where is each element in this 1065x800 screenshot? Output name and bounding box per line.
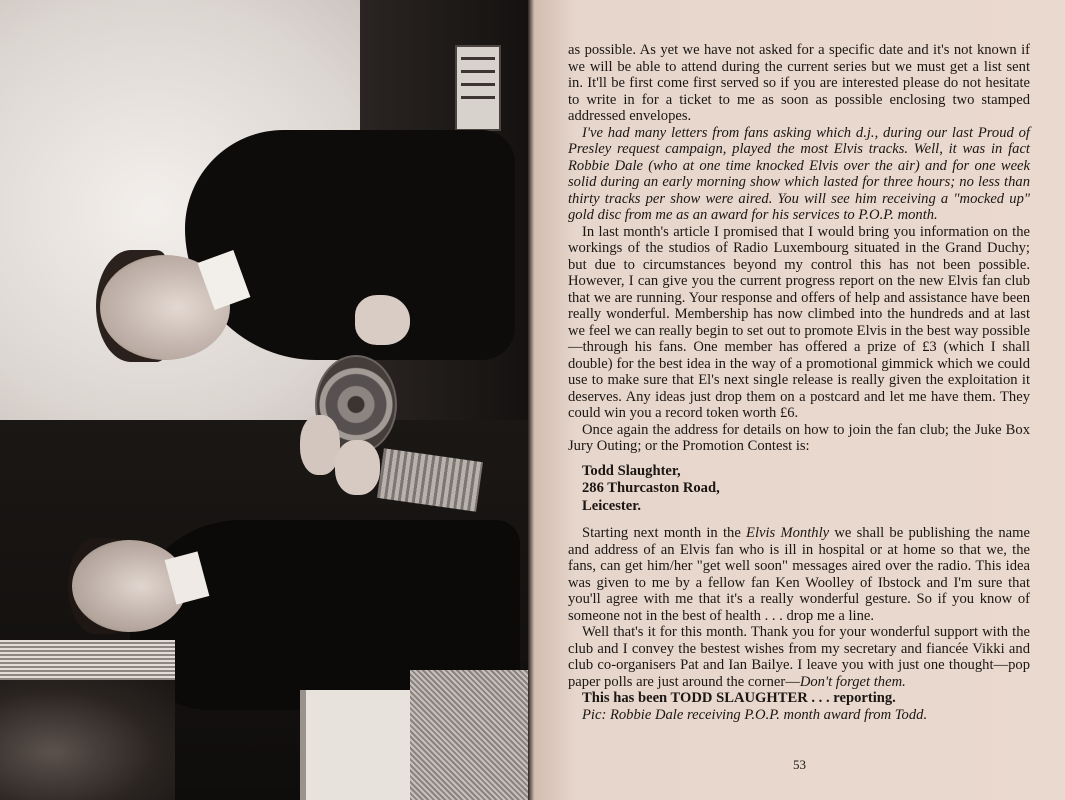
address-block	[582, 463, 1030, 516]
publication-title: Elvis Monthly	[746, 525, 830, 541]
face-todd-slaughter	[72, 540, 187, 632]
window	[0, 640, 175, 800]
address-line-2: 286 Thurcaston Road,	[582, 480, 720, 496]
paragraph-3: In last month's article I promised that I would bring you information on the workings of the studios of Radio Luxembourg situated in the Grand Duchy; but due to circumstances beyond my control this has not been possible. However, I can give you the current progress report on the new Elvis fan club that we are running. Your response and offers of help and assistance have been really wonderful. Membership has now climbed into the hundreds and at last we feel we can really begin to set out to promote Elvis in the best way possible—through his fans. One member has offered a prize of £3 (which I shall double) for the best idea in the way of a promotional gimmick which we could use to make sure that El's next single release is really given the exploitation it deserves. Any ideas just drop them on a postcard and let me have them. They could win you a record token worth £6.	[568, 223, 1030, 421]
speaker-grille	[410, 670, 530, 800]
text-page	[534, 0, 1065, 800]
suit-robbie-dale	[185, 130, 515, 360]
wall-sign	[455, 45, 501, 131]
sign-off: This has been TODD SLAUGHTER . . . reporting.	[582, 690, 896, 706]
record-box	[300, 690, 416, 800]
article-column	[568, 42, 1030, 723]
photograph-dj-receiving-disc	[0, 0, 530, 800]
paragraph-6: Well that's it for this month. Thank you for your wonderful support with the club and I convey the bestest wishes from my secretary and fiancée Vikki and club co-organisers Pat and Ian Bailye. I leave you with just one thought—pop paper polls are just around the corner—Don't forget them.	[568, 624, 1030, 690]
address-line-1: Todd Slaughter,	[582, 462, 681, 479]
photo-caption: Pic: Robbie Dale receiving P.O.P. month award from Todd.	[582, 706, 928, 723]
address-line-3: Leicester.	[582, 497, 642, 514]
page-number: 53	[793, 757, 806, 772]
paragraph-4: Once again the address for details on how to join the fan club; the Juke Box Jury Outing; or the Promotion Contest is:	[568, 421, 1030, 454]
paragraph-1: as possible. As yet we have not asked for a specific date and it's not known if we will be able to attend during the current series but we must get a list sent in. It'll be first come first served so if you are interested please do not hesitate to write in for a ticket to me as soon as possible enclosing two stamped addressed envelopes.	[568, 42, 1030, 124]
paragraph-5: Starting next month in the Elvis Monthly we shall be publishing the name and address of an Elvis fan who is ill in hospital or at home so that we, the fans, can get him/her "get well soon" messages aired over the radio. This idea was given to me by a fellow fan Ken Woolley of Ibstock and I'm sure that you'll agree with me that it's a really wonderful gesture. So if you know of someone not in the best of health . . . drop me a line.	[568, 525, 1030, 624]
paragraph-2: I've had many letters from fans asking which d.j., during our last Proud of Presley request campaign, played the most Elvis tracks. Well, it was in fact Robbie Dale (who at one time knocked Elvis over the air) and for one week solid during an early morning show which lasted for three hours; no less than thirty tracks per show were aired. You will see him receiving a "mocked up" gold disc from me as an award for his services to P.O.P. month.	[568, 124, 1030, 223]
photo-page	[0, 0, 532, 800]
